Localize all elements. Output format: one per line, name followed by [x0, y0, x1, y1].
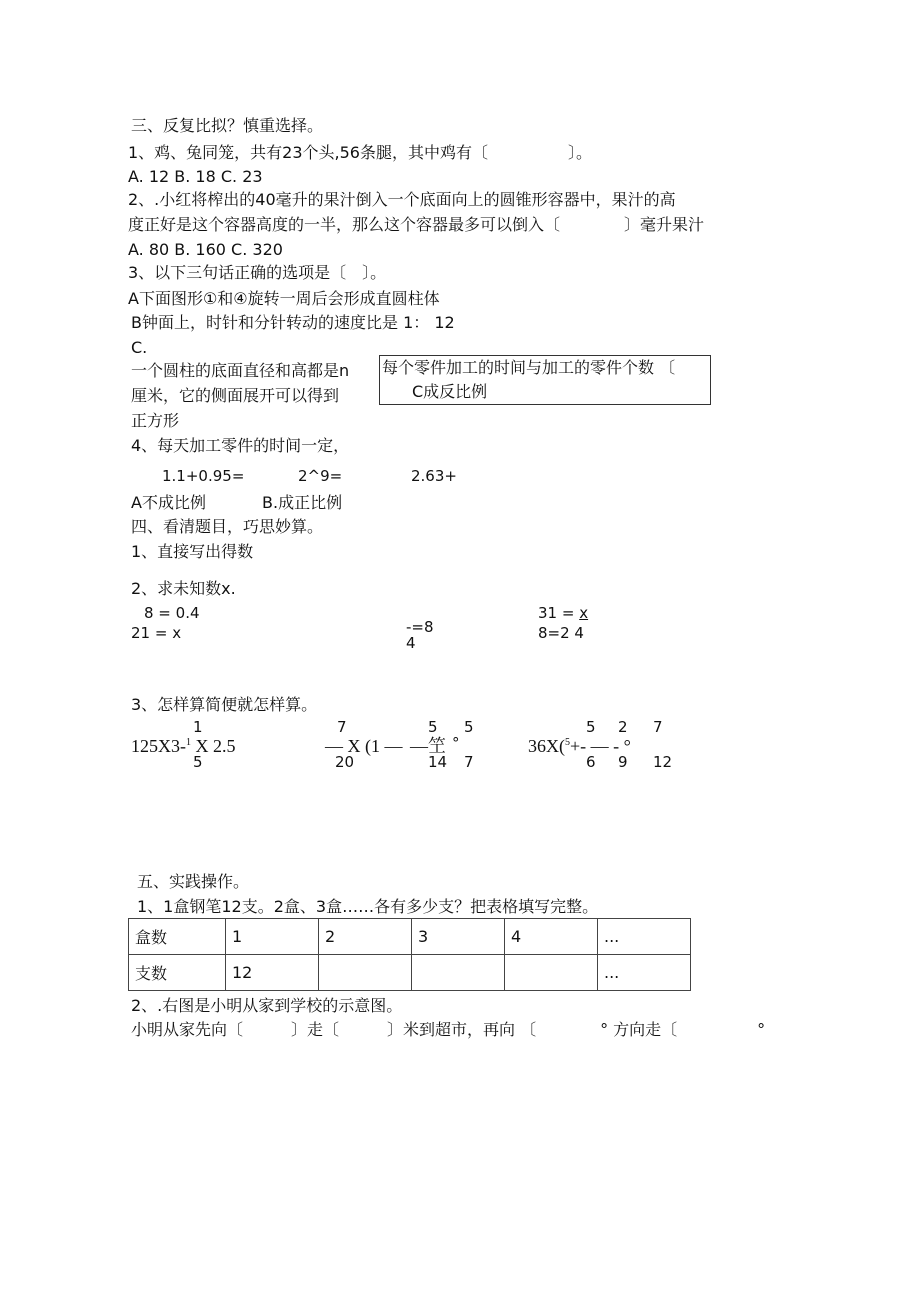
calc2-main: — X (1 —	[325, 736, 403, 756]
practice-question-2-fill: 小明从家先向〔 〕走〔 〕米到超市，再向 〔 ° 方向走〔 °	[131, 1020, 766, 1039]
table-cell	[505, 955, 598, 991]
practice-question-1: 1、1盒钢笔12支。2盒、3盒……各有多少支？把表格填写完整。	[137, 897, 599, 916]
question-4-option-a: A不成比例	[131, 493, 206, 512]
question-2-options: A. 80 B. 160 C. 320	[128, 240, 283, 259]
calc-item-1: 1.1+0.95=	[162, 467, 245, 485]
calc1-main: 125X3-	[131, 736, 186, 756]
calc3-numerator-1: 5	[586, 718, 596, 736]
calc2-numerator-3: 5	[464, 718, 474, 736]
option-c-line3: 正方形	[131, 411, 180, 430]
calc1-numerator: 1	[193, 718, 203, 736]
equation-2-bottom: 4	[406, 634, 416, 652]
table-cell: 盒数	[129, 919, 226, 955]
question-1-options: A. 12 B. 18 C. 23	[128, 167, 263, 186]
question-3-option-a: A下面图形①和④旋转一周后会形成直圆柱体	[128, 289, 440, 308]
boxed-statement-line1: 每个零件加工的时间与加工的零件个数 〔	[382, 358, 676, 377]
calc1-rest: X 2.5	[191, 736, 236, 756]
calc1-sup: 1	[186, 737, 191, 748]
calc3-expression	[528, 737, 631, 755]
calc-item-2: 2^9=	[298, 467, 343, 485]
calc-item-3: 2.63+	[411, 467, 457, 485]
table-cell	[319, 955, 412, 991]
calc2-denominator-2: 14	[428, 753, 448, 771]
question-3: 3、以下三句话正确的选项是〔 〕。	[128, 263, 387, 282]
part-3-simplify: 3、怎样算简便就怎样算。	[131, 695, 318, 714]
section4-heading: 四、看清题目，巧思妙算。	[131, 517, 324, 536]
calc2-denominator-1: 20	[335, 753, 355, 771]
practice-question-2: 2、.右图是小明从家到学校的示意图。	[131, 996, 403, 1015]
part-1-direct-answers: 1、直接写出得数	[131, 542, 254, 561]
question-2-line1: 2、.小红将榨出的40毫升的果汁倒入一个底面向上的圆锥形容器中，果汁的高	[128, 190, 676, 209]
calc1-denominator: 5	[193, 753, 203, 771]
question-4: 4、每天加工零件的时间一定，	[131, 436, 350, 455]
calc3-sup: 5	[565, 737, 570, 748]
question-1: 1、鸡、兔同笼，共有23个头,56条腿，其中鸡有〔 〕。	[128, 143, 592, 162]
part-2-solve-x: 2、求未知数x.	[131, 579, 236, 598]
calc2-fraction-bar: —笁	[410, 736, 446, 756]
table-cell: 12	[226, 955, 319, 991]
boxed-statement	[379, 355, 711, 405]
equation-2-top: -=8	[406, 618, 434, 636]
option-c-line1: 一个圆柱的底面直径和高都是n	[131, 361, 350, 380]
question-2-line2: 度正好是这个容器高度的一半，那么这个容器最多可以倒入〔 〕毫升果汁	[128, 215, 705, 234]
calc3-numerator-3: 7	[653, 718, 663, 736]
calc3-denominator-3: 12	[653, 753, 673, 771]
equation-3-top	[538, 606, 588, 621]
option-c-line2: 厘米，它的侧面展开可以得到	[131, 386, 340, 405]
calc2-numerator-1: 7	[337, 718, 347, 736]
section3-heading: 三、反复比拟？慎重选择。	[131, 116, 324, 135]
calc3-main: 36X(	[528, 736, 565, 756]
table-cell: 1	[226, 919, 319, 955]
calc3-denominator-1: 6	[586, 753, 596, 771]
equation-1-top: 8 = 0.4	[144, 604, 200, 622]
calc3-rest: +- — - °	[570, 736, 631, 756]
table-cell: 3	[412, 919, 505, 955]
calc3-denominator-2: 9	[618, 753, 628, 771]
equation-3-x: x	[579, 604, 589, 622]
question-3-option-c: C.	[131, 338, 148, 357]
equation-3-top-text: 31 =	[538, 604, 580, 622]
equation-1-bottom: 21 = x	[131, 624, 182, 642]
calc2-circle: °	[452, 734, 460, 752]
table-row	[129, 919, 691, 955]
question-4-option-b: B.成正比例	[262, 493, 343, 512]
table-cell: 支数	[129, 955, 226, 991]
table-cell: 4	[505, 919, 598, 955]
table-cell: ...	[598, 955, 691, 991]
calc2-numerator-2: 5	[428, 718, 438, 736]
calc2-denominator-3: 7	[464, 753, 474, 771]
calc1-expression	[131, 737, 236, 755]
table-cell	[412, 955, 505, 991]
table-row	[129, 955, 691, 991]
pen-count-table	[128, 918, 691, 991]
question-3-option-b: B钟面上，时针和分针转动的速度比是 1： 12	[131, 313, 455, 332]
boxed-statement-line2: C成反比例	[412, 382, 488, 401]
calc3-numerator-2: 2	[618, 718, 628, 736]
equation-3-bottom: 8=2 4	[538, 624, 584, 642]
section5-heading: 五、实践操作。	[137, 872, 250, 891]
table-cell: 2	[319, 919, 412, 955]
table-cell: ...	[598, 919, 691, 955]
